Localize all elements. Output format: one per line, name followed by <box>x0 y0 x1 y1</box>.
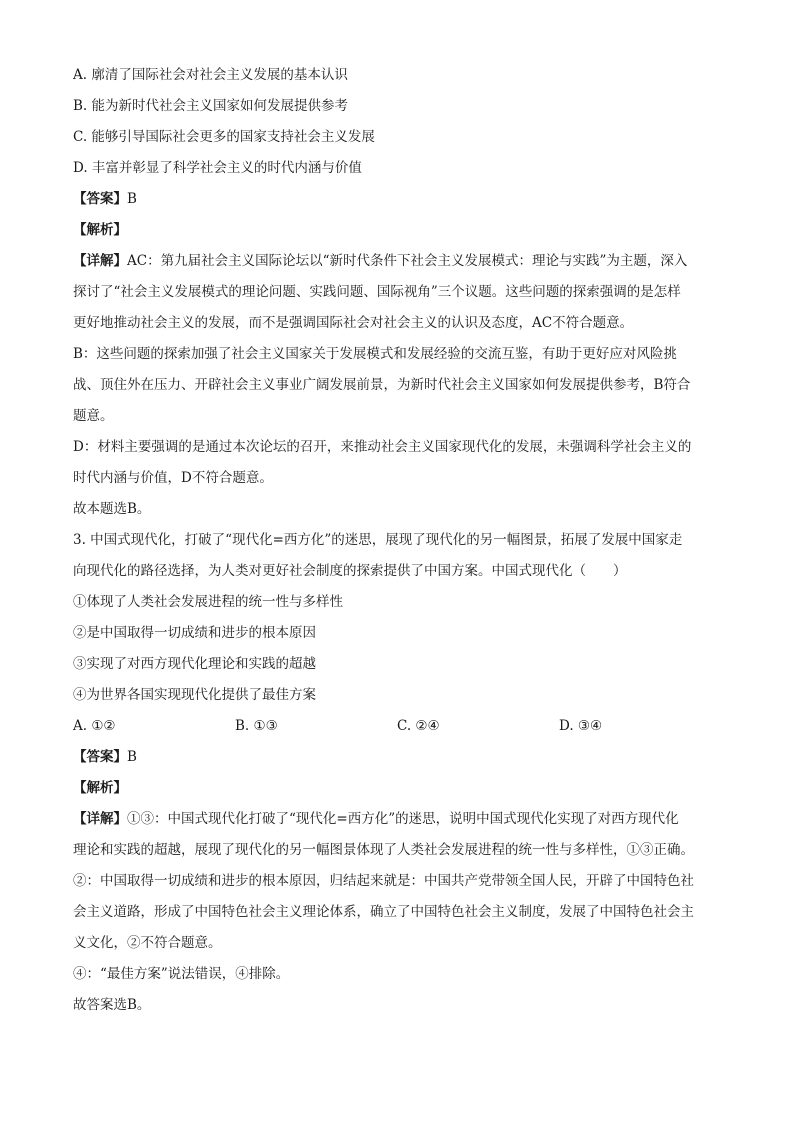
q2-option-d: D. 丰富并彰显了科学社会主义的时代内涵与价值 <box>73 160 362 176</box>
q3-statement-4: ④为世界各国实现现代化提供了最佳方案 <box>73 687 316 703</box>
q3-answer <box>73 742 723 773</box>
q3-detail-4-line-1: ④：“最佳方案”说法错误，④排除。 <box>73 966 290 982</box>
document-page <box>73 60 723 1021</box>
q3-conclusion: 故答案选B。 <box>73 997 151 1013</box>
q2-detail-b-line-1: B：这些问题的探索加强了社会主义国家关于发展模式和发展经验的交流互鉴，有助于更好应对风险挑 <box>73 346 677 362</box>
q3-choice-d: D. ③④ <box>559 718 603 734</box>
q2-conclusion: 故本题选B。 <box>73 501 151 517</box>
q3-choice-b: B. ①③ <box>235 718 278 734</box>
q3-choices <box>73 711 723 742</box>
q3-choice-a: A. ①② <box>73 718 116 734</box>
q3-statement-2: ②是中国取得一切成绩和进步的根本原因 <box>73 625 316 641</box>
q2-detail-d-line-2: 时代内涵与价值，D不符合题意。 <box>73 470 273 486</box>
q2-detail-b-line-2: 战、顶住外在压力、开辟社会主义事业广阔发展前景，为新时代社会主义国家如何发展提供参考，B符合 <box>73 377 691 393</box>
q3-analysis-heading <box>73 773 723 804</box>
q2-answer-label: 【答案】 <box>73 191 127 207</box>
q2-analysis-label: 【解析】 <box>73 222 127 238</box>
q3-detail-label: 【详解】 <box>73 811 127 827</box>
q2-detail-d-line-1: D：材料主要强调的是通过本次论坛的召开，来推动社会主义国家现代化的发展，未强调科学社会主义的 <box>73 439 692 455</box>
q2-option-a: A. 廓清了国际社会对社会主义发展的基本认识 <box>73 67 348 83</box>
q3-detail-2-line-3: 义文化，②不符合题意。 <box>73 935 222 951</box>
q3-detail-2-line-2: 会主义道路，形成了中国特色社会主义理论体系，确立了中国特色社会主义制度，发展了中国特色社会主 <box>73 904 694 920</box>
q2-option-b: B. 能为新时代社会主义国家如何发展提供参考 <box>73 98 349 114</box>
q3-stem-line-2: 向现代化的路径选择，为人类对更好社会制度的探索提供了中国方案。中国式现代化（ ） <box>73 563 627 579</box>
q2-detail-b-line-3: 题意。 <box>73 408 114 424</box>
q3-statement-1: ①体现了人类社会发展进程的统一性与多样性 <box>73 594 343 610</box>
q3-detail-line-1 <box>73 804 723 835</box>
q3-analysis-label: 【解析】 <box>73 780 127 796</box>
q3-detail-2-line-1: ②：中国取得一切成绩和进步的根本原因，归结起来就是：中国共产党带领全国人民，开辟了中国特色社 <box>73 873 694 889</box>
q2-detail-text-1: AC：第九届社会主义国际论坛以“新时代条件下社会主义发展模式：理论与实践”为主题，深入 <box>127 253 688 269</box>
q2-analysis-heading <box>73 215 723 246</box>
q2-detail-line-2: 探讨了“社会主义发展模式的理论问题、实践问题、国际视角”三个议题。这些问题的探索强调的是怎样 <box>73 284 681 300</box>
q3-answer-label: 【答案】 <box>73 749 127 765</box>
q2-detail-label: 【详解】 <box>73 253 127 269</box>
q2-option-c: C. 能够引导国际社会更多的国家支持社会主义发展 <box>73 129 375 145</box>
q3-detail-text-1: ①③：中国式现代化打破了“现代化=西方化”的迷思，说明中国式现代化实现了对西方现代化 <box>127 811 679 827</box>
q2-answer <box>73 184 723 215</box>
q2-detail-line-1 <box>73 246 723 277</box>
q3-detail-line-2: 理论和实践的超越，展现了现代化的另一幅图景体现了人类社会发展进程的统一性与多样性，①③正确。 <box>73 842 694 858</box>
q3-answer-value: B <box>127 749 137 765</box>
q3-statement-3: ③实现了对西方现代化理论和实践的超越 <box>73 656 316 672</box>
q2-detail-line-3: 更好地推动社会主义的发展，而不是强调国际社会对社会主义的认识及态度，AC不符合题意。 <box>73 315 634 331</box>
q3-stem-line-1: 3. 中国式现代化，打破了“现代化=西方化”的迷思，展现了现代化的另一幅图景，拓展了发展中国家走 <box>73 532 683 548</box>
q2-answer-value: B <box>127 191 137 207</box>
q3-choice-c: C. ②④ <box>397 718 440 734</box>
